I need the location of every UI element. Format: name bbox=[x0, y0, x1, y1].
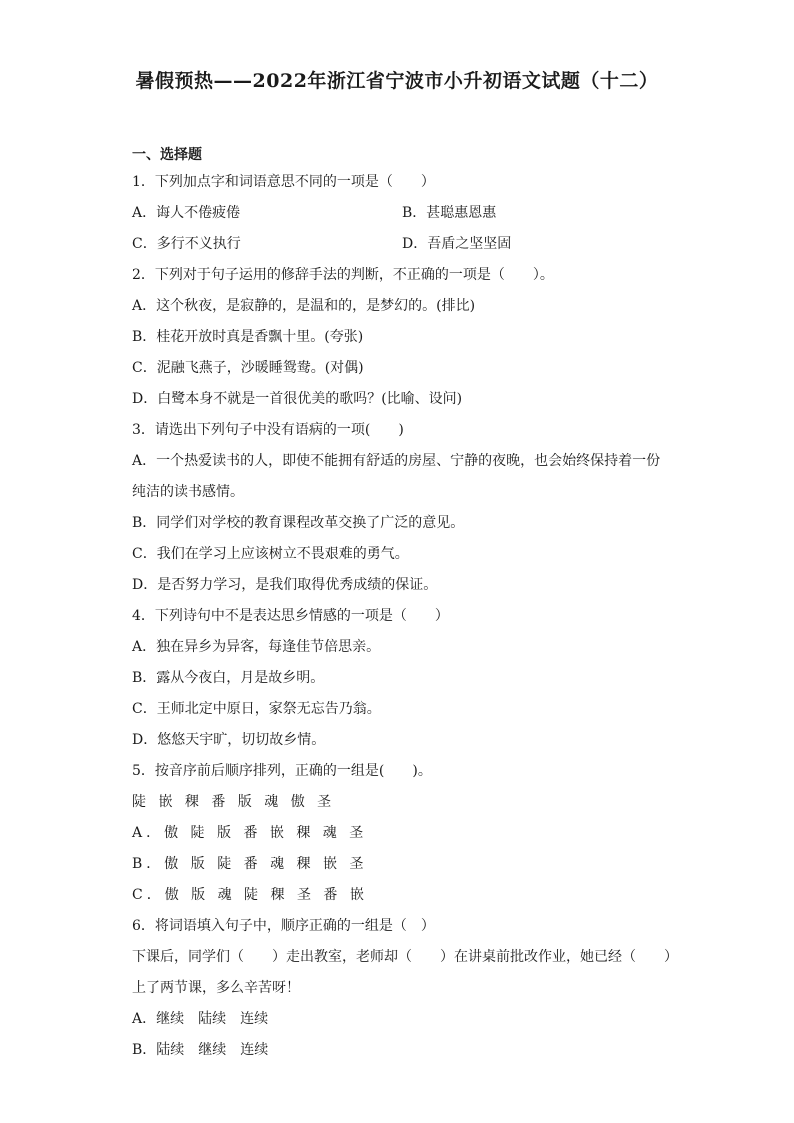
option-b: B．露从今夜白，月是故乡明。 bbox=[132, 670, 325, 686]
question-5-stem: 5．按音序前后顺序排列，正确的一组是( )。 bbox=[132, 763, 432, 779]
option-c: C．傲 版 魂 陡 稞 圣 番 嵌 bbox=[132, 887, 368, 903]
option-c: C．泥融飞燕子，沙暖睡鸳鸯。(对偶) bbox=[132, 360, 364, 376]
option-a: A．继续 陆续 连续 bbox=[132, 1011, 269, 1027]
question-1-options-row-2 bbox=[132, 229, 672, 260]
section-heading: 一、选择题 bbox=[132, 147, 202, 163]
question-3-stem: 3．请选出下列句子中没有语病的一项( ) bbox=[132, 422, 404, 438]
question-1-stem: 1．下列加点字和词语意思不同的一项是（ ） bbox=[132, 174, 435, 190]
option-a-continued: 纯洁的读书感情。 bbox=[132, 484, 244, 500]
option-a: A．诲人不倦疲倦 bbox=[132, 205, 241, 221]
option-b: B．同学们对学校的教育课程改革交换了广泛的意见。 bbox=[132, 515, 465, 531]
option-d: D．吾盾之坚坚固 bbox=[402, 236, 512, 252]
option-c: C．多行不义执行 bbox=[132, 236, 241, 252]
option-b: B．傲 版 陡 番 魂 稞 嵌 圣 bbox=[132, 856, 368, 872]
option-b: B．桂花开放时真是香飘十里。(夸张) bbox=[132, 329, 364, 345]
option-c: C．王师北定中原日，家祭无忘告乃翁。 bbox=[132, 701, 381, 717]
option-d: D．是否努力学习，是我们取得优秀成绩的保证。 bbox=[132, 577, 438, 593]
option-d: D．悠悠天宇旷，切切故乡情。 bbox=[132, 732, 326, 748]
option-c: C．我们在学习上应该树立不畏艰难的勇气。 bbox=[132, 546, 409, 562]
question-6-sentence: 下课后，同学们（ ）走出教室，老师却（ ）在讲桌前批改作业，她已经（ ） bbox=[132, 949, 678, 965]
question-6-sentence-continued: 上了两节课，多么辛苦呀！ bbox=[132, 980, 300, 996]
question-4-stem: 4．下列诗句中不是表达思乡情感的一项是（ ） bbox=[132, 608, 449, 624]
question-5-characters: 陡 嵌 稞 番 版 魂 傲 圣 bbox=[132, 794, 336, 810]
option-a: A．傲 陡 版 番 嵌 稞 魂 圣 bbox=[132, 825, 368, 841]
option-b: B．甚聪惠恩惠 bbox=[402, 205, 497, 221]
page-title: 暑假预热——2022年浙江省宁波市小升初语文试题（十二） bbox=[135, 70, 659, 92]
question-list bbox=[132, 143, 678, 1066]
option-b: B．陆续 继续 连续 bbox=[132, 1042, 269, 1058]
option-a: A．独在异乡为异客，每逢佳节倍思亲。 bbox=[132, 639, 381, 655]
option-a: A．一个热爱读书的人，即使不能拥有舒适的房屋、宁静的夜晚，也会始终保持着一份 bbox=[132, 453, 661, 469]
question-1-options-row-1 bbox=[132, 198, 672, 229]
option-d: D．白鹭本身不就是一首很优美的歌吗？(比喻、设问) bbox=[132, 391, 463, 407]
question-2-stem: 2．下列对于句子运用的修辞手法的判断，不正确的一项是（ ）。 bbox=[132, 267, 554, 283]
question-6-stem: 6．将词语填入句子中，顺序正确的一组是（ ） bbox=[132, 918, 435, 934]
option-a: A．这个秋夜，是寂静的，是温和的，是梦幻的。(排比) bbox=[132, 298, 476, 314]
